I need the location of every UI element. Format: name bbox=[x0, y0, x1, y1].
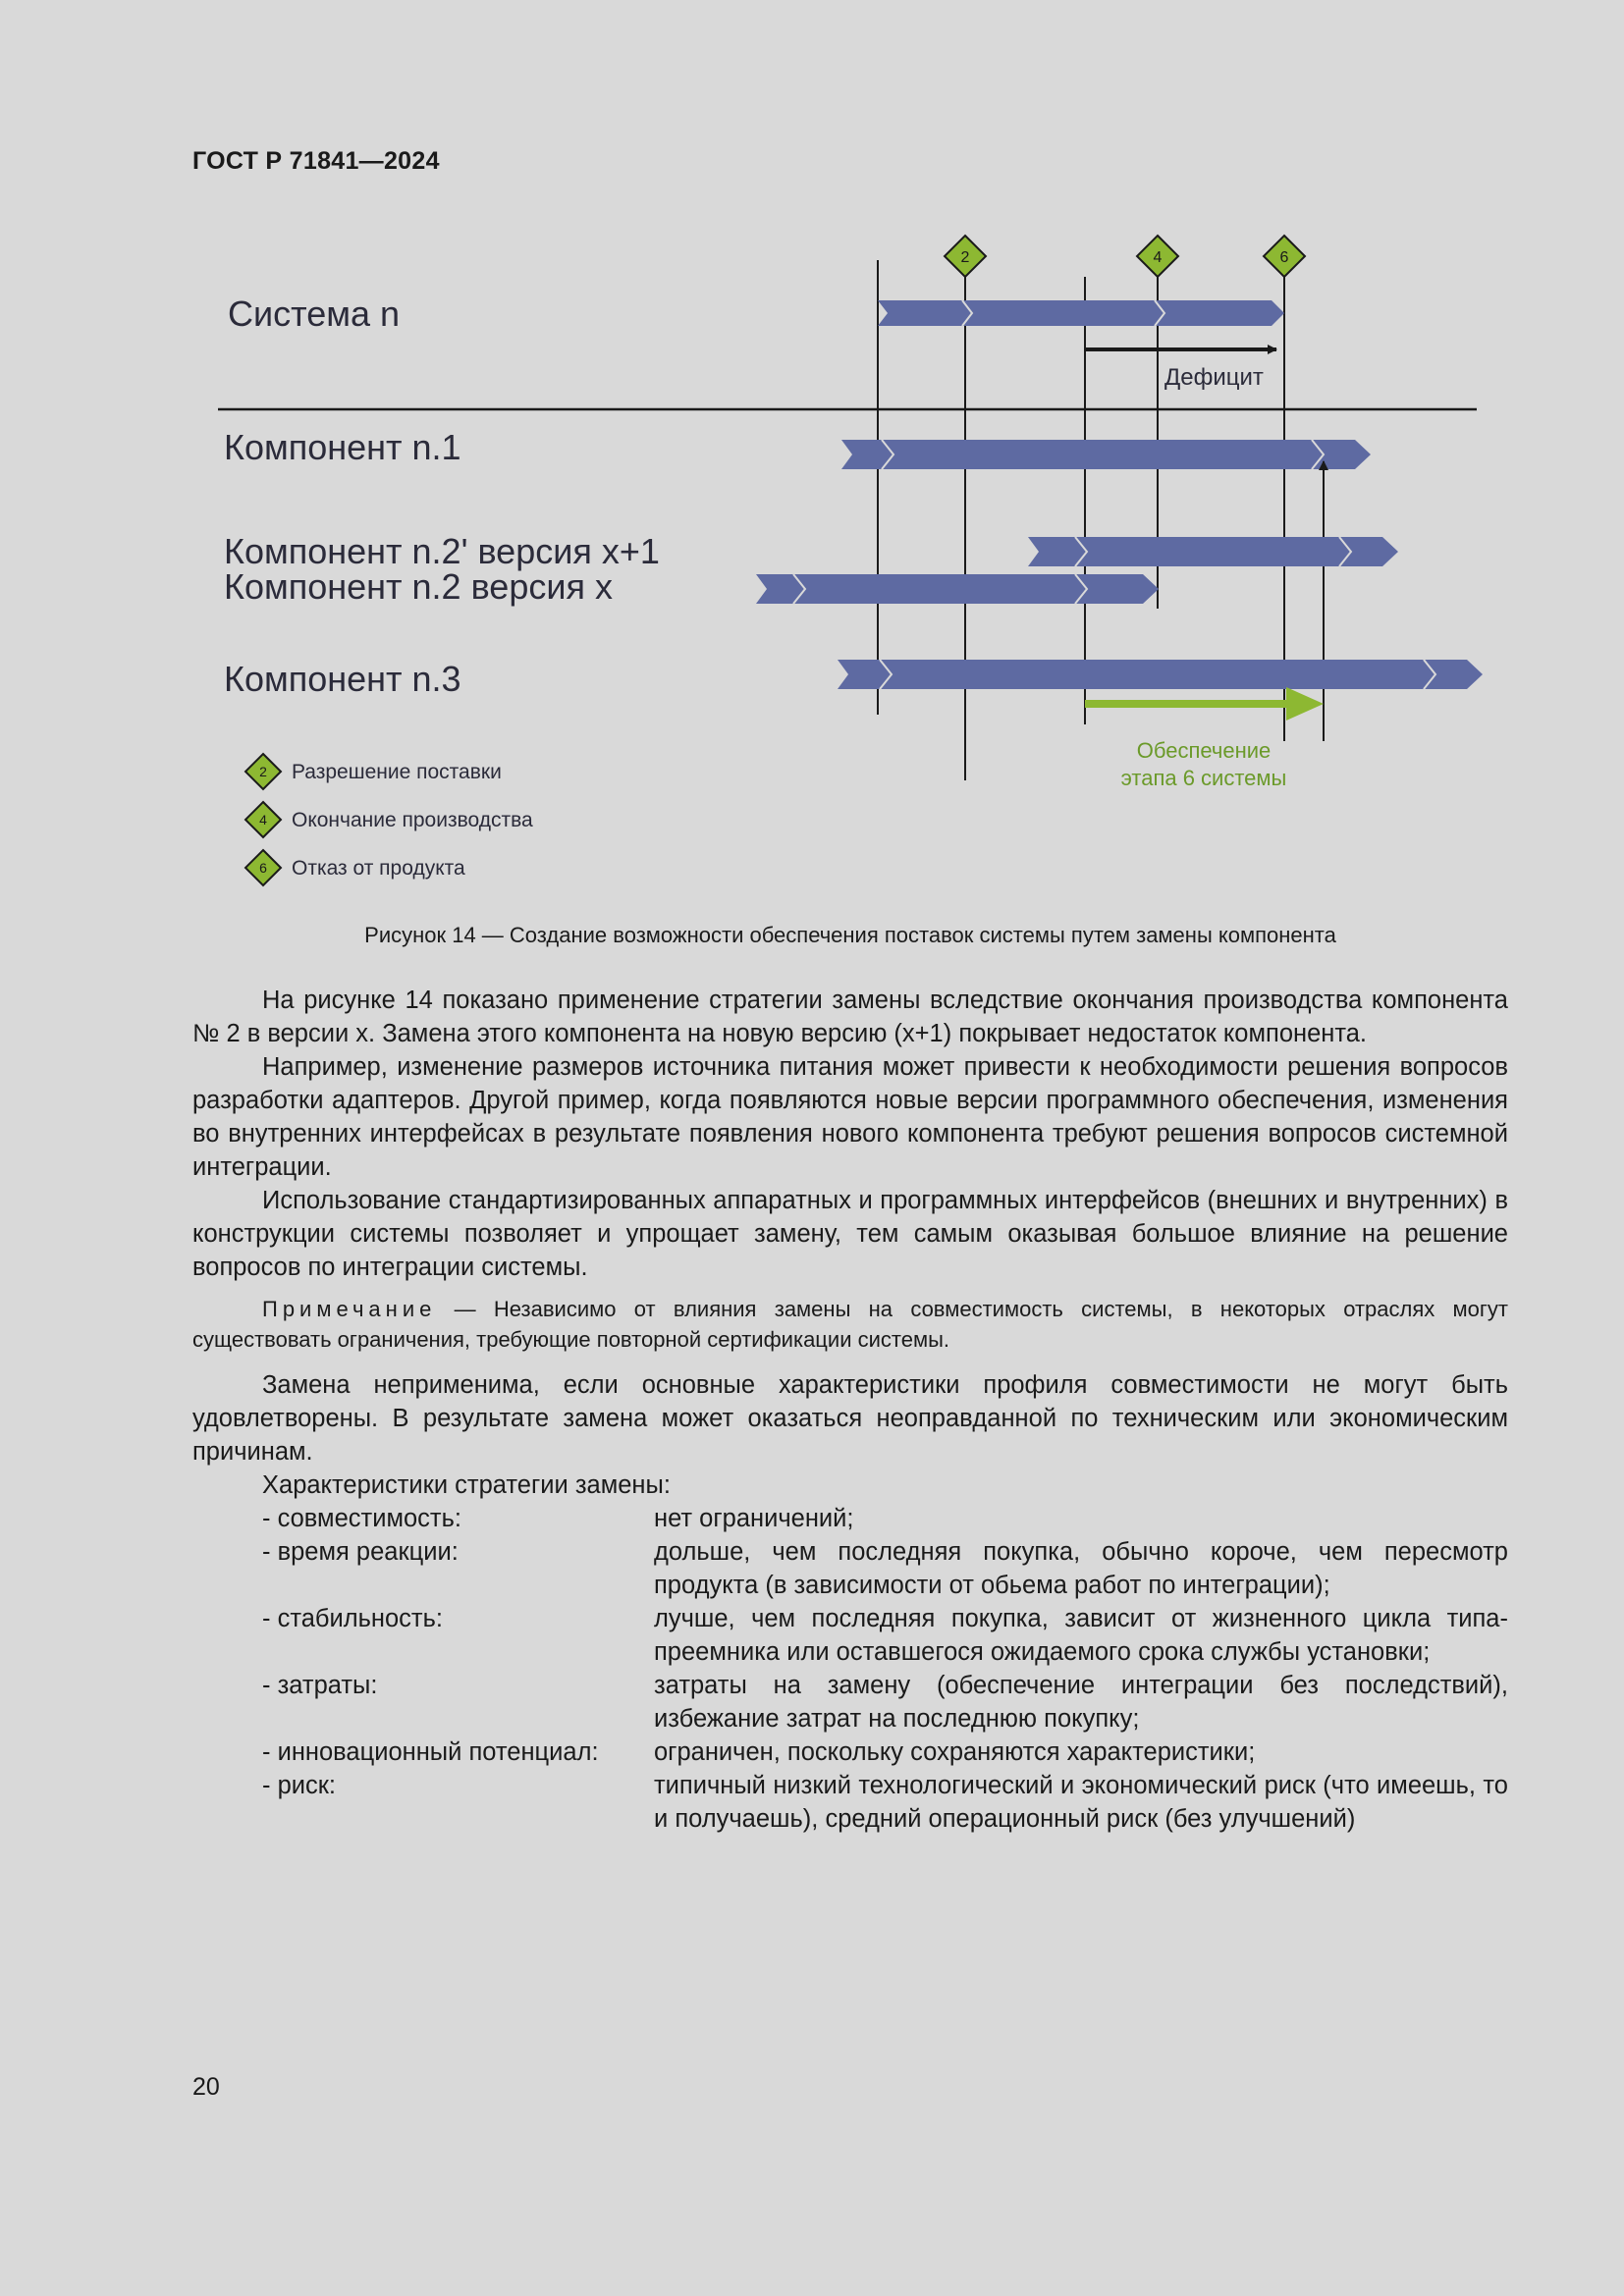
characteristic-value: затраты на замену (обеспечение интеграции без последствий), избежание затрат на последнюю покупку; bbox=[654, 1672, 1508, 1733]
characteristic-value: ограничен, поскольку сохраняются характеристики; bbox=[654, 1738, 1256, 1766]
svg-text:6: 6 bbox=[259, 860, 267, 876]
note-label: Примечание bbox=[262, 1297, 437, 1321]
body-text bbox=[192, 984, 1508, 1836]
component1-bar bbox=[841, 440, 1371, 469]
deficit-label: Дефицит bbox=[1164, 364, 1264, 391]
legend-label-6: Отказ от продукта bbox=[292, 857, 465, 880]
characteristic-key: - стабильность: bbox=[192, 1602, 654, 1669]
legend-label-4: Окончание производства bbox=[292, 809, 533, 831]
support-arrow-head bbox=[1286, 687, 1324, 721]
characteristic-key: - совместимость: bbox=[192, 1502, 654, 1535]
characteristic-key: - затраты: bbox=[192, 1669, 654, 1735]
svg-text:2: 2 bbox=[259, 764, 267, 779]
legend-item-6 bbox=[245, 850, 465, 885]
row-label-component2-new: Компонент n.2' версия x+1 bbox=[224, 531, 660, 571]
legend-label-2: Разрешение поставки bbox=[292, 761, 502, 783]
component2-old-bar bbox=[756, 574, 1159, 604]
characteristic-value: лучше, чем последняя покупка, зависит от жизненного цикла типа-преемника или оставшегося ожидаемого срока службы установки; bbox=[654, 1605, 1508, 1666]
paragraph-3: Использование стандартизированных аппаратных и программных интерфейсов (внешних и внутренних) в конструкции системы позволяет и упрощает замену, тем самым оказывая большое влияние на решение вопросов по интеграции системы. bbox=[192, 1187, 1508, 1281]
note-text: — Независимо от влияния замены на совместимость системы, в некоторых отраслях могут существовать ограничения, требующие повторной сертификации системы. bbox=[192, 1297, 1508, 1352]
system-bar bbox=[878, 300, 1284, 326]
row-label-component3: Компонент n.3 bbox=[224, 659, 461, 699]
paragraph-1: На рисунке 14 показано применение стратегии замены вследствие окончания производства компонента № 2 в версии x. Замена этого компонента на новую версию (x+1) покрывает недостаток компонента. bbox=[192, 987, 1508, 1047]
support-label-line2: этапа 6 системы bbox=[1120, 766, 1287, 790]
characteristics-intro: Характеристики стратегии замены: bbox=[262, 1471, 671, 1499]
milestone-diamond-6 bbox=[1264, 236, 1305, 277]
characteristic-value: типичный низкий технологический и экономический риск (что имеешь, то и получаешь), средний операционный риск (без улучшений) bbox=[654, 1772, 1508, 1833]
list-item bbox=[192, 1602, 1508, 1669]
list-item bbox=[192, 1669, 1508, 1735]
paragraph-4: Замена неприменима, если основные характеристики профиля совместимости не могут быть удовлетворены. В результате замена может оказаться неоправданной по техническим или экономическим причинам. bbox=[192, 1371, 1508, 1466]
document-code: ГОСТ Р 71841—2024 bbox=[192, 147, 440, 175]
row-label-component1: Компонент n.1 bbox=[224, 427, 461, 467]
milestone-diamond-4 bbox=[1137, 236, 1178, 277]
svg-text:4: 4 bbox=[259, 812, 267, 828]
support-label-line1: Обеспечение bbox=[1136, 738, 1272, 763]
milestone-number-6: 6 bbox=[1279, 249, 1289, 266]
legend-item-2 bbox=[245, 754, 502, 789]
list-item bbox=[192, 1769, 1508, 1836]
paragraph-2: Например, изменение размеров источника питания может привести к необходимости решения вопросов разработки адаптеров. Другой пример, когда появляются новые версии программного обеспечения, изменения во внутренних интерфейсах в результате появления нового компонента требуют решения вопросов системной интеграции. bbox=[192, 1053, 1508, 1181]
list-item bbox=[192, 1735, 1508, 1769]
component3-bar bbox=[838, 660, 1483, 689]
figure-caption: Рисунок 14 — Создание возможности обеспечения поставок системы путем замены компонента bbox=[364, 923, 1336, 947]
characteristic-key: - инновационный потенциал: bbox=[192, 1735, 654, 1769]
milestone-number-4: 4 bbox=[1153, 249, 1163, 266]
characteristic-value: дольше, чем последняя покупка, обычно короче, чем пересмотр продукта (в зависимости от обьема работ по интеграции); bbox=[654, 1538, 1508, 1599]
milestone-diamond-2 bbox=[945, 236, 986, 277]
characteristic-value: нет ограничений; bbox=[654, 1505, 854, 1532]
figure-14-diagram bbox=[0, 0, 1624, 903]
characteristics-list bbox=[192, 1502, 1508, 1836]
characteristic-key: - время реакции: bbox=[192, 1535, 654, 1602]
list-item bbox=[192, 1535, 1508, 1602]
row-label-component2-old: Компонент n.2 версия x bbox=[224, 566, 613, 607]
note bbox=[192, 1294, 1508, 1355]
page-number: 20 bbox=[192, 2073, 220, 2101]
row-label-system: Система n bbox=[228, 294, 401, 334]
milestone-number-2: 2 bbox=[960, 249, 970, 266]
list-item bbox=[192, 1502, 1508, 1535]
legend-item-4 bbox=[245, 802, 533, 837]
characteristic-key: - риск: bbox=[192, 1769, 654, 1836]
